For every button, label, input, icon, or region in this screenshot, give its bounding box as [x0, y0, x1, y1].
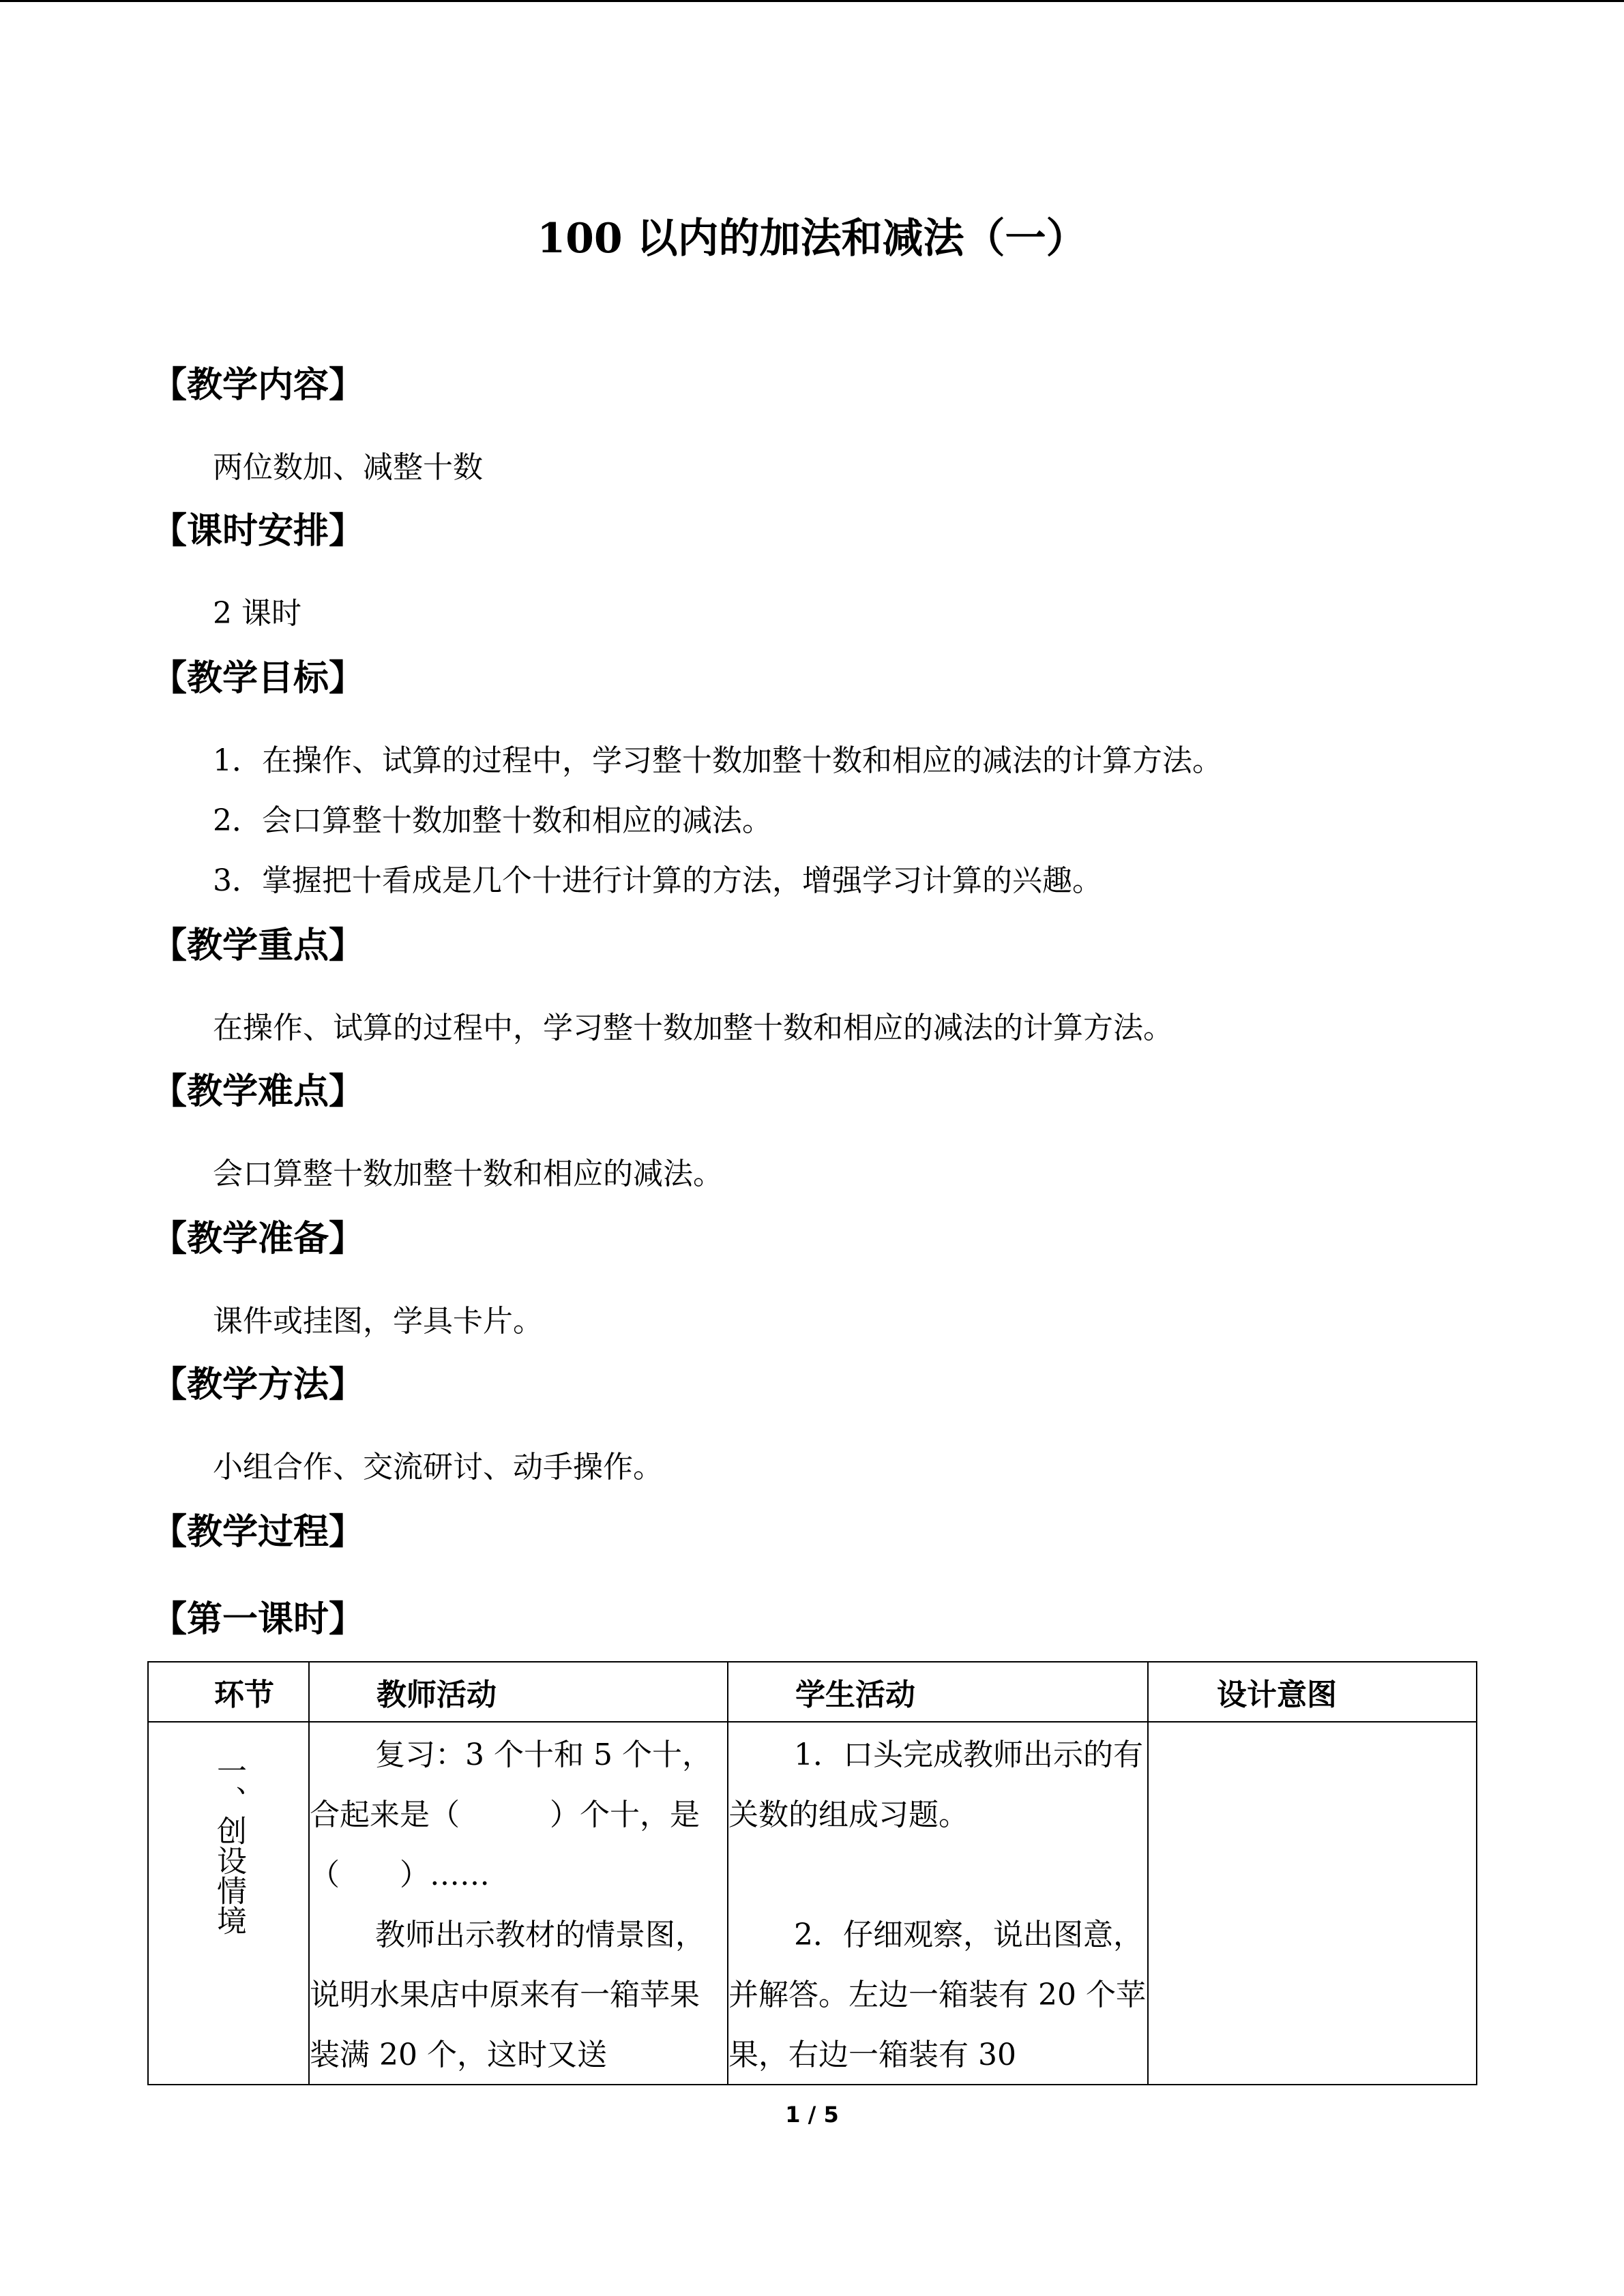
objective-item-1: 1．在操作、试算的过程中，学习整十数加整十数和相应的减法的计算方法。 [213, 743, 1222, 778]
design-intent-cell [1148, 1722, 1477, 2085]
methods-text: 小组合作、交流研讨、动手操作。 [213, 1450, 663, 1485]
heading-methods: 【教学方法】 [151, 1364, 365, 1405]
student-activity-1: 1．口头完成教师出示的有关数的组成习题。 [728, 1738, 1143, 1832]
header-design-intent: 设计意图 [1148, 1662, 1477, 1722]
document-title: 100 以内的加法和减法（一） [537, 215, 1087, 263]
objective-item-2: 2．会口算整十数加整十数和相应的减法。 [213, 803, 772, 838]
table-header-row [148, 1662, 1477, 1722]
table-row [148, 1722, 1477, 2085]
heading-schedule: 【课时安排】 [151, 510, 365, 552]
heading-key-points: 【教学重点】 [151, 925, 365, 966]
lesson-table [147, 1661, 1477, 2085]
heading-teaching-content: 【教学内容】 [151, 364, 365, 406]
difficulties-text: 会口算整十数加整十数和相应的减法。 [213, 1157, 723, 1191]
teacher-activity-review: 复习：3 个十和 5 个十，合起来是（ ）个十，是（ ）…… [310, 1738, 712, 1892]
teacher-activity-scene: 教师出示教材的情景图，说明水果店中原来有一箱苹果装满 20 个，这时又送 [310, 1918, 705, 2072]
student-activity-cell [728, 1722, 1148, 2085]
header-teacher-activity: 教师活动 [309, 1662, 728, 1722]
student-activity-2: 2．仔细观察，说出图意，并解答。左边一箱装有 20 个苹果，右边一箱装有 30 [728, 1918, 1146, 2072]
heading-first-lesson: 【第一课时】 [151, 1598, 365, 1640]
header-stage: 环节 [148, 1662, 309, 1722]
teacher-activity-cell [309, 1722, 728, 2085]
teaching-content-text: 两位数加、减整十数 [213, 450, 483, 485]
heading-process: 【教学过程】 [151, 1511, 365, 1553]
preparation-text: 课件或挂图，学具卡片。 [213, 1304, 543, 1339]
stage-label: 一、创设情境 [211, 1755, 246, 1935]
page-number: 1 / 5 [785, 2102, 839, 2128]
stage-cell [148, 1722, 309, 2085]
key-points-text: 在操作、试算的过程中，学习整十数加整十数和相应的减法的计算方法。 [213, 1011, 1173, 1045]
objective-item-3: 3．掌握把十看成是几个十进行计算的方法，增强学习计算的兴趣。 [213, 863, 1102, 898]
page-top-border [0, 0, 1624, 2]
schedule-text: 2 课时 [213, 596, 301, 631]
heading-preparation: 【教学准备】 [151, 1218, 365, 1259]
heading-difficulties: 【教学难点】 [151, 1071, 365, 1112]
heading-objectives: 【教学目标】 [151, 657, 365, 699]
header-student-activity: 学生活动 [728, 1662, 1148, 1722]
